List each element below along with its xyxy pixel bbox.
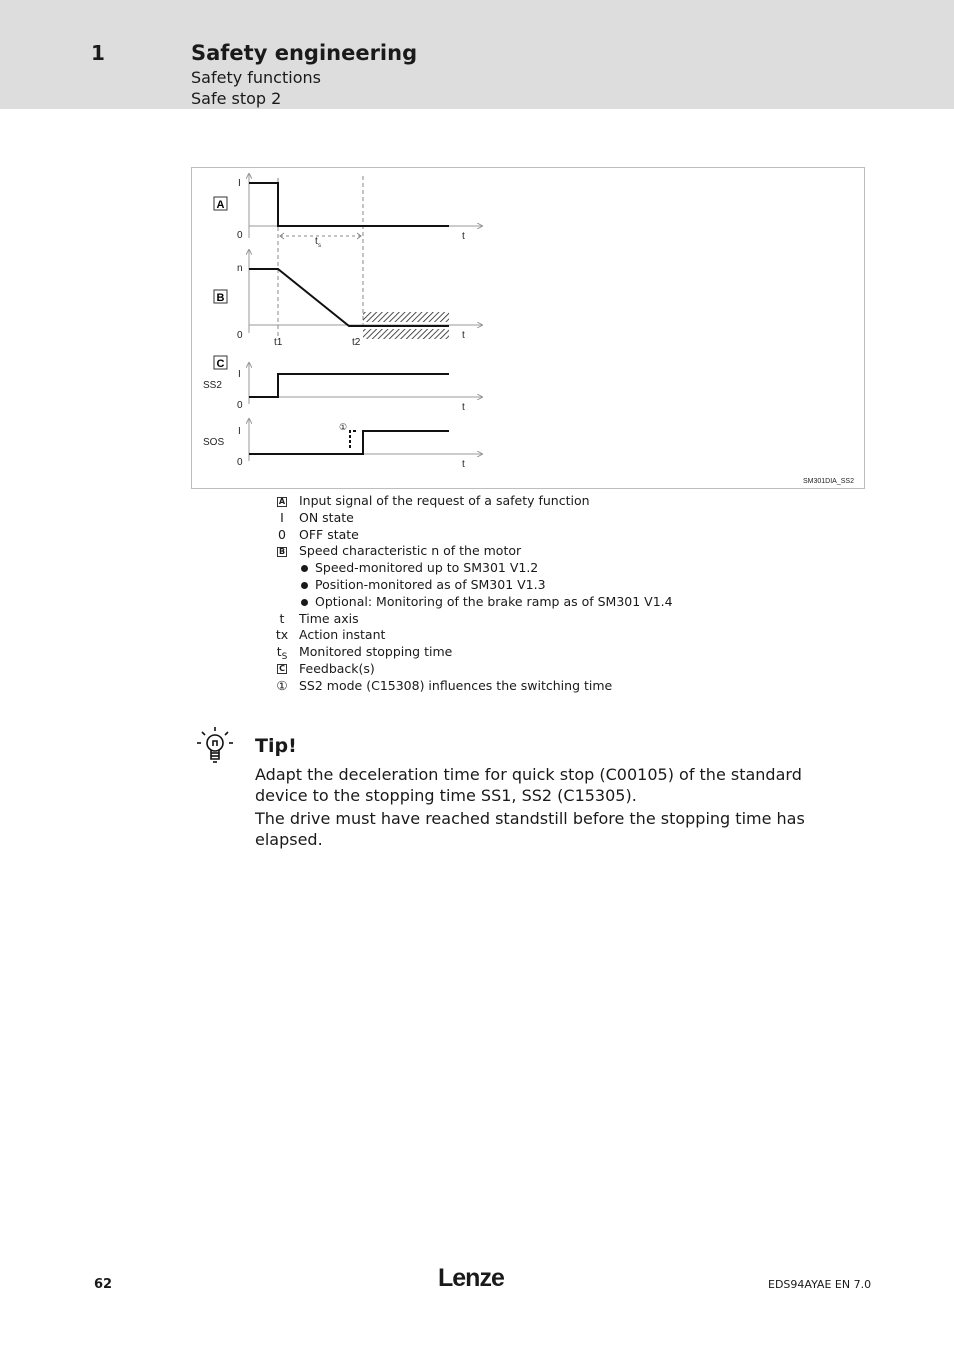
legend-symbol: ①: [276, 677, 288, 693]
chapter-number: 1: [91, 41, 105, 65]
sos-on-label: I: [238, 426, 241, 437]
hatch-lower: [363, 329, 449, 339]
legend-symbol: B: [278, 546, 286, 556]
bullet-icon: [301, 599, 308, 606]
legend-text: Speed characteristic n of the motor: [299, 543, 522, 559]
sos-time-label: t: [462, 459, 465, 470]
legend-symbol: t: [276, 644, 282, 660]
legend-symbol-sub: S: [281, 652, 288, 663]
a-time-label: t: [462, 231, 465, 242]
legend-text: Feedback(s): [299, 660, 375, 676]
timing-diagram-svg: [192, 168, 864, 488]
legend-text: ON state: [299, 509, 354, 525]
b-time-label: t: [462, 330, 465, 341]
legend-bullet-text: Optional: Monitoring of the brake ramp as of SM301 V1.4: [315, 593, 673, 609]
brand-logo: Lenze: [438, 1264, 504, 1292]
c-on-label: I: [238, 369, 241, 380]
c-time-label: t: [462, 402, 465, 413]
figure-code: SM301DIA_SS2: [803, 478, 854, 485]
lightbulb-icon: [196, 726, 234, 766]
bullet-icon: [301, 582, 308, 589]
b-speed-label: n: [237, 263, 243, 274]
bullet-icon: [301, 565, 308, 572]
legend-symbol: I: [280, 509, 284, 525]
marker-1: ①: [339, 422, 348, 432]
label-b-box: [214, 290, 227, 304]
a-off-label: 0: [237, 230, 243, 241]
sos-label: SOS: [203, 437, 225, 448]
ts-span: [280, 233, 361, 239]
tip-paragraph: The drive must have reached standstill before the stopping time has elapsed.: [255, 809, 805, 849]
timing-diagram: [191, 167, 865, 489]
legend-bullet-text: Position-monitored as of SM301 V1.3: [315, 576, 546, 592]
header-band: [0, 0, 954, 109]
ss2-trace: [249, 374, 449, 397]
legend-text: Monitored stopping time: [299, 644, 453, 660]
svg-text:A: A: [216, 199, 225, 211]
legend-symbol: 0: [278, 526, 286, 542]
document-code: EDS94AYAE EN 7.0: [768, 1278, 872, 1291]
svg-text:B: B: [216, 292, 225, 304]
time-markers: [278, 176, 363, 338]
ss2-label: SS2: [203, 380, 222, 391]
a-on-label: I: [238, 178, 241, 189]
legend-symbol: A: [278, 496, 286, 506]
ts-label-sub: s: [318, 243, 321, 249]
section-title: Safety functions: [191, 68, 321, 87]
legend-text: Input signal of the request of a safety function: [299, 493, 590, 508]
label-a-box: [214, 197, 227, 211]
page-number: 62: [94, 1277, 113, 1292]
legend-symbol: t: [279, 610, 285, 626]
legend-symbol: C: [277, 664, 287, 674]
sos-switch-dashed: [350, 431, 356, 448]
chapter-title: Safety engineering: [191, 41, 418, 65]
subsection-title: Safe stop 2: [191, 89, 282, 108]
signal-a-trace: [249, 183, 449, 226]
label-c-box: [214, 356, 227, 370]
legend-bullet-text: Speed-monitored up to SM301 V1.2: [315, 560, 539, 576]
legend-text: Time axis: [299, 610, 359, 626]
tip-paragraph: Adapt the deceleration time for quick stop (C00105) of the standard device to the stopping time SS1, SS2 (C15305).: [255, 765, 802, 805]
legend-text: SS2 mode (C15308) influences the switching time: [299, 677, 613, 693]
b-zero-label: 0: [237, 330, 243, 341]
svg-text:C: C: [216, 358, 225, 370]
sos-off-label: 0: [237, 457, 243, 468]
t1-label: t1: [274, 337, 283, 348]
tip-heading: Tip!: [255, 735, 297, 757]
legend-text: OFF state: [299, 526, 359, 542]
legend-symbol: tx: [275, 627, 289, 643]
t2-label: t2: [352, 337, 361, 348]
c-off-label: 0: [237, 400, 243, 411]
ts-label-main: t: [315, 236, 318, 247]
legend-text: Action instant: [299, 627, 386, 643]
hatch-upper: [363, 312, 449, 322]
